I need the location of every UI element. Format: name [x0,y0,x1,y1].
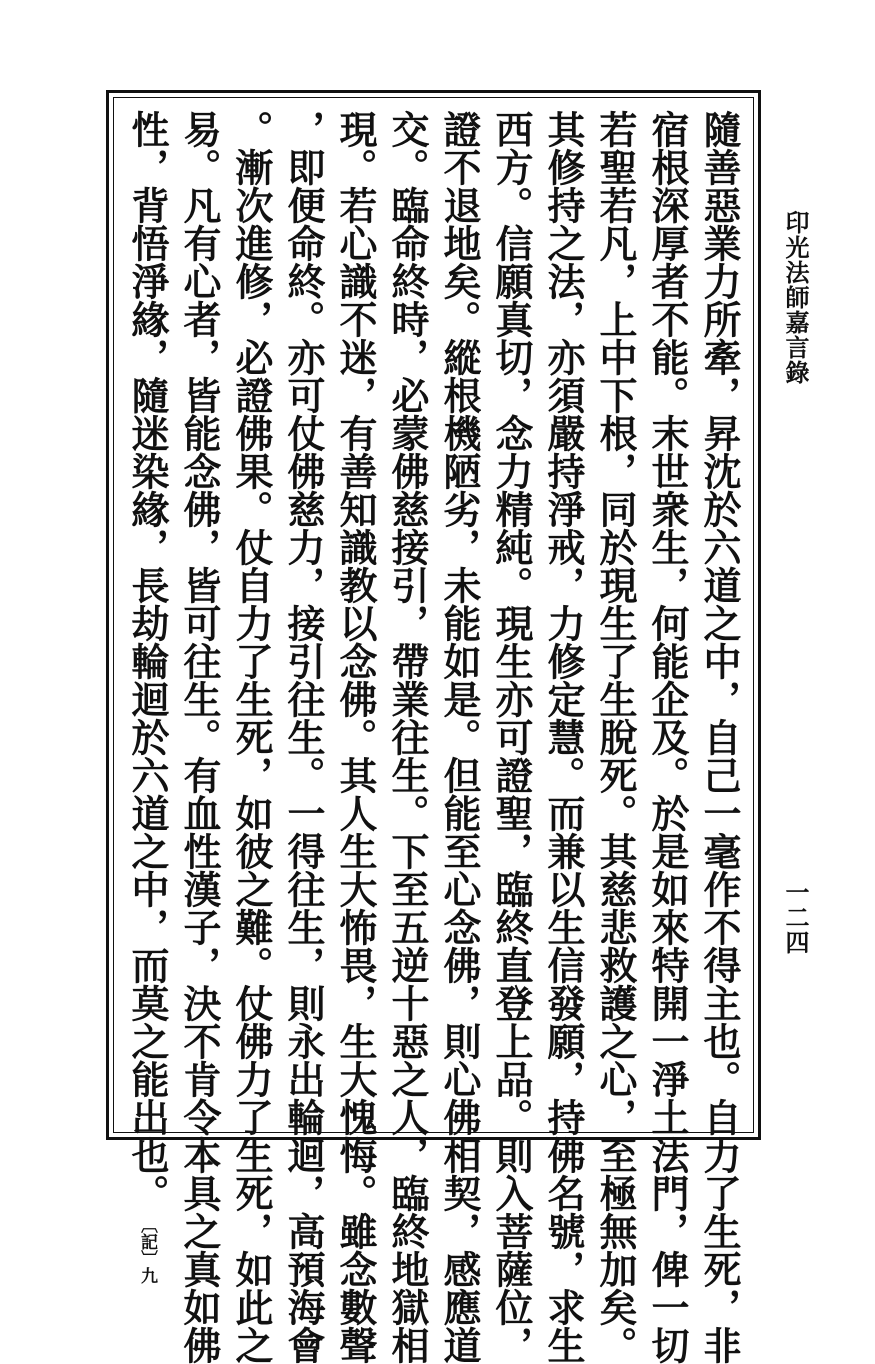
text-column-4: 其修持之法，亦須嚴持淨戒，力修定慧。而兼以生信發願，持佛名號，求生 [541,110,586,1364]
text-column-8: 現。若心識不迷，有善知識教以念佛。其人生大怖畏，生大愧悔。雖念數聲 [333,110,378,1364]
text-column-1: 隨善惡業力所牽，昇沈於六道之中，自己一毫作不得主也。自力了生死，非 [697,110,742,1364]
text-column-10: 。漸次進修，必證佛果。仗自力了生死，如彼之難。仗佛力了生死，如此之 [229,110,274,1364]
text-column-2: 宿根深厚者不能。末世衆生，何能企及。於是如來特開一淨土法門，俾一切 [645,110,690,1364]
text-column-7: 交。臨命終時，必蒙佛慈接引，帶業往生。下至五逆十惡之人，臨終地獄相 [385,110,430,1364]
book-title: 印光法師嘉言錄 [781,210,810,385]
text-column-12: 性，背悟淨緣，隨迷染緣，長劫輪迴於六道之中，而莫之能出也。〔記〕九 [125,110,170,1284]
text-column-6: 證不退地矣。縱根機陋劣，未能如是。但能至心念佛，則心佛相契，感應道 [437,110,482,1364]
text-column-9: ，即便命終。亦可仗佛慈力，接引往生。一得往生，則永出輪迴，高預海會 [281,110,326,1364]
text-column-5: 西方。信願真切，念力精純。現生亦可證聖，臨終直登上品。則入菩薩位， [489,110,534,1364]
page-number: 一二四 [781,880,810,955]
text-column-11: 易。凡有心者，皆能念佛，皆可往生。有血性漢子，決不肯令本具之真如佛 [177,110,222,1364]
text-column-3: 若聖若凡，上中下根，同於現生了生脫死。其慈悲救護之心，至極無加矣。 [593,110,638,1364]
source-note: 〔記〕九 [137,1216,157,1284]
main-text-block [121,110,745,1364]
